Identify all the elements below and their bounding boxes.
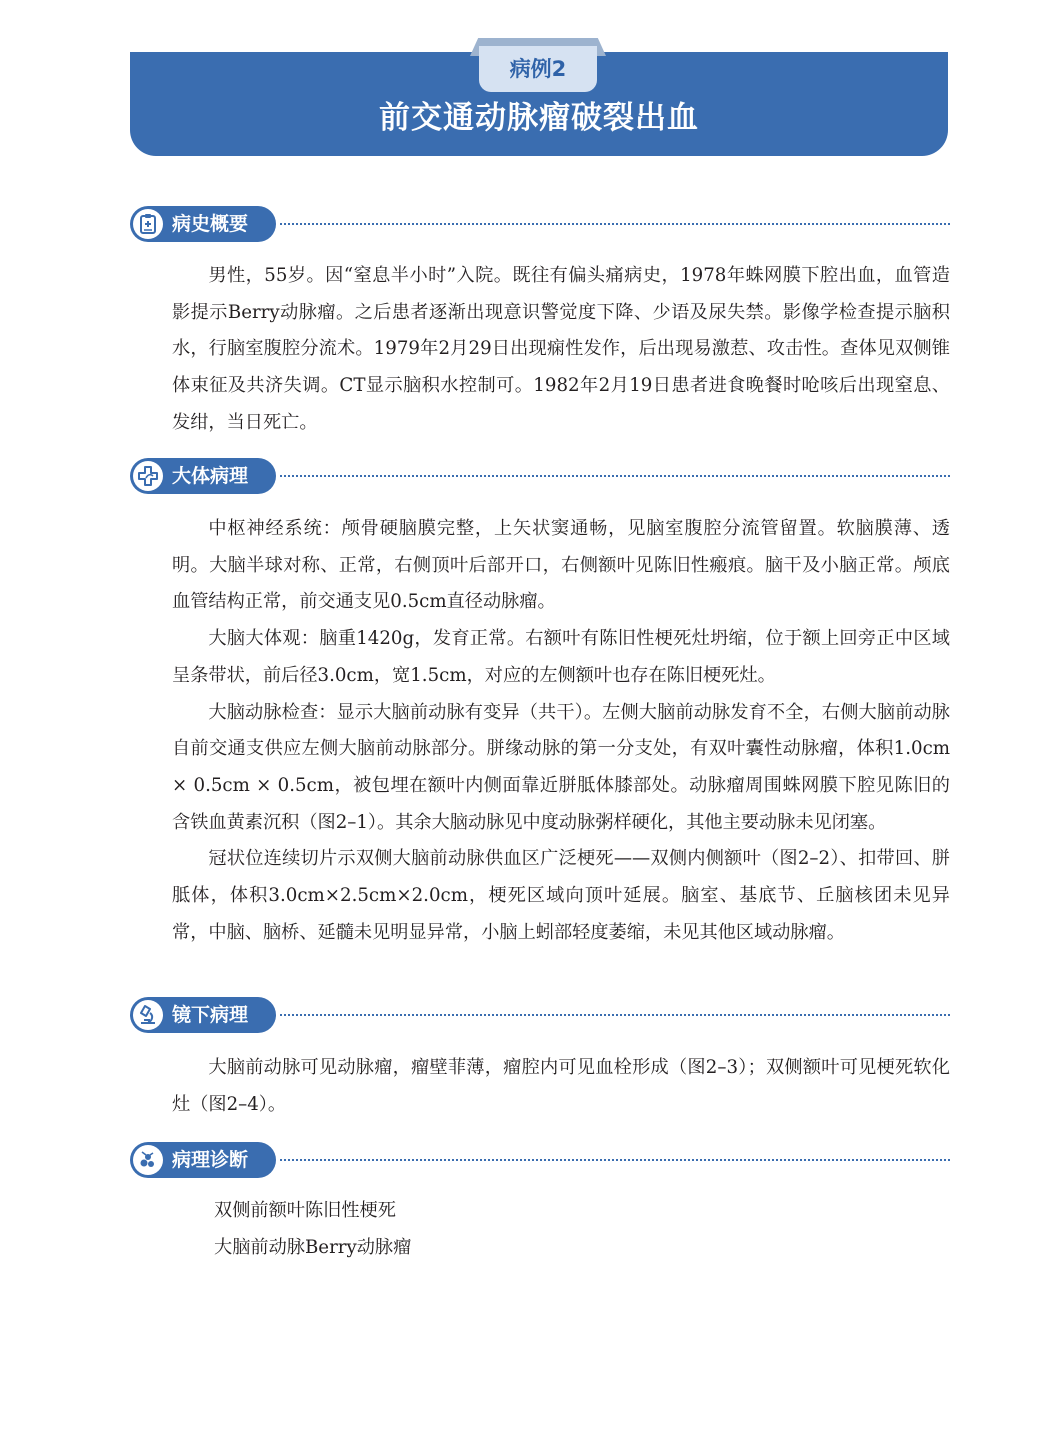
section-pill [130,997,276,1033]
history-text [172,258,950,442]
paragraph: 男性，55岁。因“窒息半小时”入院。既往有偏头痛病史，1978年蛛网膜下腔出血，血管造影提示Berry动脉瘤。之后患者逐渐出现意识警觉度下降、少语及尿失禁。影像学检查提示脑积水，行脑室腹腔分流术。1979年2月29日出现痫性发作，后出现易激惹、攻击性。查体见双侧锥体束征及共济失调。CT显示脑积水控制可。1982年2月19日患者进食晚餐时呛咳后出现窒息、发绀，当日死亡。 [172,265,950,433]
micro-text [172,1050,950,1123]
section-header-history [130,206,950,242]
medical-cross-icon [133,461,163,491]
paragraph: 大脑前动脉可见动脉瘤，瘤壁菲薄，瘤腔内可见血栓形成（图2–3）；双侧额叶可见梗死软化灶（图2–4）。 [172,1057,950,1115]
dotted-rule [280,1159,950,1161]
section-pill [130,1142,276,1178]
section-title: 镜下病理 [172,1004,249,1026]
section-header-diagnosis [130,1142,950,1178]
section-title: 大体病理 [172,465,249,487]
gross-text [172,511,950,951]
diagnosis-item: 大脑前动脉Berry动脉瘤 [214,1236,412,1258]
paragraph: 中枢神经系统：颅骨硬脑膜完整，上矢状窦通畅，见脑室腹腔分流管留置。软脑膜薄、透明。大脑半球对称、正常，右侧顶叶后部开口，右侧额叶见陈旧性瘢痕。脑干及小脑正常。颅底血管结构正常，前交通支见0.5cm直径动脉瘤。 [172,518,950,613]
section-header-gross [130,458,950,494]
dotted-rule [280,475,950,477]
section-pill [130,206,276,242]
diagnosis-list [214,1193,914,1266]
microscope-icon [133,1000,163,1030]
diagnosis-item: 双侧前额叶陈旧性梗死 [214,1200,396,1221]
case-label: 病例2 [479,46,597,92]
dotted-rule [280,223,950,225]
section-pill [130,458,276,494]
paragraph: 冠状位连续切片示双侧大脑前动脉供血区广泛梗死——双侧内侧额叶（图2–2）、扣带回、胼胝体，体积3.0cm×2.5cm×2.0cm，梗死区域向顶叶延展。脑室、基底节、丘脑核团未见异常，中脑、脑桥、延髓未见明显异常，小脑上蚓部轻度萎缩，未见其他区域动脉瘤。 [172,848,950,943]
paragraph: 大脑大体观：脑重1420g，发育正常。右额叶有陈旧性梗死灶坍缩，位于额上回旁正中区域呈条带状，前后径3.0cm，宽1.5cm，对应的左侧额叶也存在陈旧梗死灶。 [172,628,950,686]
cells-icon [133,1145,163,1175]
section-header-micro [130,997,950,1033]
page-title: 前交通动脉瘤破裂出血 [379,100,699,136]
section-title: 病史概要 [172,213,249,235]
clipboard-icon [133,209,163,239]
dotted-rule [280,1014,950,1016]
section-title: 病理诊断 [172,1149,249,1171]
paragraph: 大脑动脉检查：显示大脑前动脉有变异（共干）。左侧大脑前动脉发育不全，右侧大脑前动脉自前交通支供应左侧大脑前动脉部分。胼缘动脉的第一分支处，有双叶囊性动脉瘤，体积1.0cm × 0.5cm × 0.5cm，被包埋在额叶内侧面靠近胼胝体膝部处。动脉瘤周围蛛网膜下腔见陈旧的含铁血黄素沉积（图2–1）。其余大脑动脉见中度动脉粥样硬化，其他主要动脉未见闭塞。 [172,701,950,833]
